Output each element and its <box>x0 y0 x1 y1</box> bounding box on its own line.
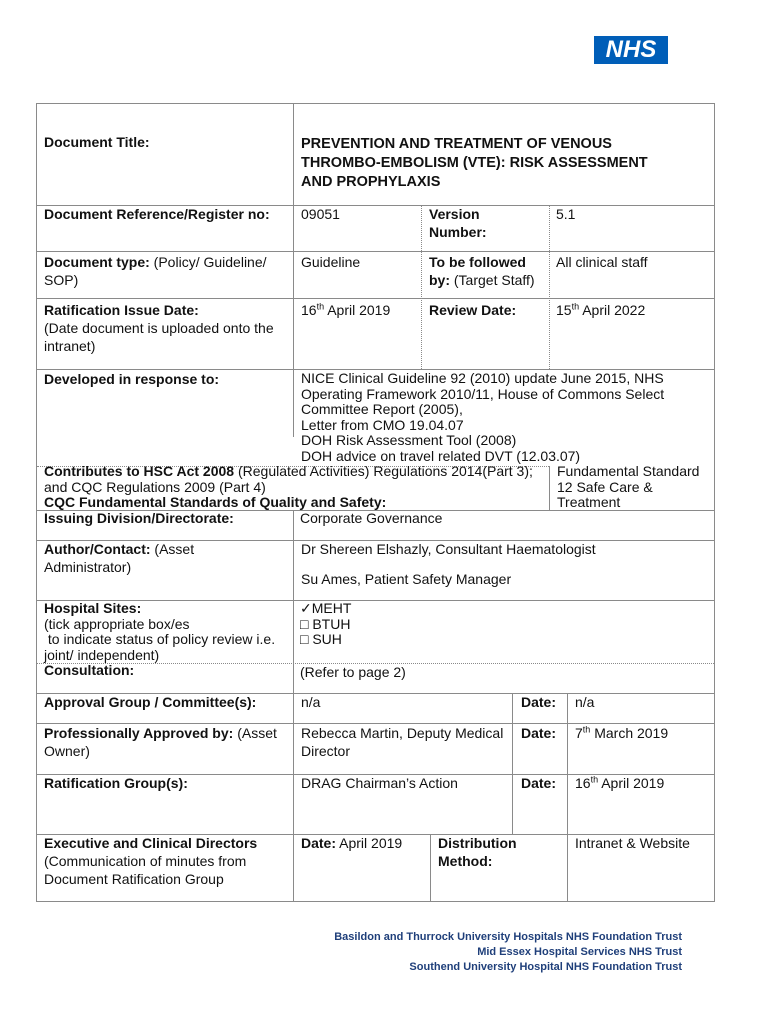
trust-name-southend: Southend University Hospital NHS Foundation Trust <box>409 961 682 973</box>
version-label <box>429 205 487 241</box>
review-date-sup: th <box>571 301 580 312</box>
document-title-line: PREVENTION AND TREATMENT OF VENOUS <box>301 136 612 152</box>
document-type-label-line2: SOP) <box>44 272 79 288</box>
author-label-rest: (Asset <box>150 541 195 557</box>
distribution-method-label-line: Method: <box>438 853 493 869</box>
ratification-group-day: 16 <box>575 775 591 791</box>
ratification-group-label: Ratification Group(s): <box>44 775 188 791</box>
ratification-group-sup: th <box>590 774 599 785</box>
document-title <box>301 135 648 192</box>
target-staff-value: All clinical staff <box>556 254 648 270</box>
fundamental-standard <box>557 464 699 511</box>
trust-name-mid-essex: Mid Essex Hospital Services NHS Trust <box>477 946 682 958</box>
review-date-value <box>556 301 645 319</box>
ratification-issue-sup: th <box>316 301 325 312</box>
distribution-method-label <box>438 834 517 870</box>
document-title-label: Document Title: <box>44 134 150 150</box>
executive-directors-note: Document Ratification Group <box>44 871 224 887</box>
document-type-value: Guideline <box>301 254 361 270</box>
document-type-label-bold: Document type: <box>44 254 150 270</box>
target-staff-label-rest: (Target Staff) <box>450 272 535 288</box>
ratification-issue-date <box>301 301 390 319</box>
author-label-line2: Administrator) <box>44 559 132 575</box>
developed-item: Committee Report (2005), <box>301 401 463 417</box>
version-label-line: Version <box>429 206 480 222</box>
target-staff-label <box>429 253 535 289</box>
author-label-bold: Author/Contact: <box>44 541 151 557</box>
developed-item: DOH Risk Assessment Tool (2008) <box>301 432 517 448</box>
developed-label: Developed in response to: <box>44 371 220 387</box>
fundamental-standard-line: 12 Safe Care & <box>557 478 653 495</box>
executive-directors-label-bold: Executive and Clinical Directors <box>44 835 258 851</box>
division-value: Corporate Governance <box>300 510 443 526</box>
review-date-label: Review Date: <box>429 302 517 318</box>
ratification-issue-label-bold: Ratification Issue Date: <box>44 302 199 318</box>
target-staff-label-line: To be followed <box>429 254 526 270</box>
professionally-approved-date <box>575 724 668 742</box>
hospital-site-meht: ✓MEHT <box>300 600 352 616</box>
professionally-approved-day: 7 <box>575 725 583 741</box>
document-title-line: AND PROPHYLAXIS <box>301 174 441 190</box>
developed-list <box>301 371 664 464</box>
executive-date-label: Date: <box>301 835 337 851</box>
professionally-approved-value-line: Rebecca Martin, Deputy Medical <box>301 725 504 741</box>
ratification-issue-note: intranet) <box>44 338 96 354</box>
fundamental-standard-line: Treatment <box>557 494 621 510</box>
developed-item: Letter from CMO 19.04.07 <box>301 416 464 433</box>
hsc-act-bold: Contributes to HSC Act 2008 <box>44 463 235 479</box>
version-label-line: Number: <box>429 224 487 240</box>
reference-value: 09051 <box>301 206 340 222</box>
executive-directors-note: (Communication of minutes from <box>44 853 247 869</box>
professionally-approved-rest: March 2019 <box>590 725 669 741</box>
approval-group-label: Approval Group / Committee(s): <box>44 694 257 710</box>
professionally-approved-sup: th <box>582 724 591 735</box>
hospital-sites-note: (tick appropriate box/es <box>44 615 190 632</box>
consultation-value: (Refer to page 2) <box>300 664 406 680</box>
hospital-sites-note: joint/ independent) <box>44 646 160 663</box>
hospital-sites-label-bold: Hospital Sites: <box>44 600 142 616</box>
approval-date-value: n/a <box>575 694 595 710</box>
professionally-approved-label-line2: Owner) <box>44 743 90 759</box>
executive-date <box>301 834 402 852</box>
approval-date-label: Date: <box>521 694 557 710</box>
review-date-day: 15 <box>556 302 572 318</box>
target-staff-label-by: by: <box>429 272 450 288</box>
executive-date-value: April 2019 <box>336 835 403 851</box>
hospital-site-btuh: □ BTUH <box>300 615 351 632</box>
professionally-approved-date-label: Date: <box>521 725 557 741</box>
ratification-group-rest: April 2019 <box>598 775 665 791</box>
nhs-logo: NHS <box>594 36 668 64</box>
ratification-group-date-label: Date: <box>521 775 557 791</box>
consultation-label: Consultation: <box>44 662 135 678</box>
hsc-act-rest: (Regulated Activities) Regulations 2014(Part 3); <box>234 463 533 479</box>
document-title-line: THROMBO-EMBOLISM (VTE): RISK ASSESSMENT <box>301 155 648 171</box>
distribution-method-value: Intranet & Website <box>575 835 690 851</box>
approval-group-value: n/a <box>301 694 321 710</box>
distribution-method-label-line: Distribution <box>438 835 517 851</box>
hospital-sites-note: to indicate status of policy review i.e. <box>44 631 276 647</box>
review-date-rest: April 2022 <box>579 302 646 318</box>
trust-name-basildon: Basildon and Thurrock University Hospitals NHS Foundation Trust <box>334 931 682 943</box>
executive-directors-label <box>44 834 257 888</box>
hsc-act-line2: and CQC Regulations 2009 (Part 4) <box>44 478 266 495</box>
fundamental-standard-line: Fundamental Standard <box>557 463 700 479</box>
ratification-group-value: DRAG Chairman’s Action <box>301 775 458 791</box>
ratification-issue-label <box>44 301 274 355</box>
hospital-sites-list <box>300 601 351 648</box>
hospital-sites-label <box>44 601 275 679</box>
ratification-issue-rest: April 2019 <box>324 302 391 318</box>
ratification-issue-note: (Date document is uploaded onto the <box>44 320 274 336</box>
author-value-1: Dr Shereen Elshazly, Consultant Haematologist <box>301 541 596 557</box>
author-label <box>44 540 194 576</box>
developed-item: Operating Framework 2010/11, House of Commons Select <box>301 385 665 402</box>
developed-item: NICE Clinical Guideline 92 (2010) update June 2015, NHS <box>301 370 664 386</box>
ratification-group-date <box>575 774 664 792</box>
hsc-act-text <box>44 464 533 511</box>
developed-item: DOH advice on travel related DVT (12.03.07) <box>301 447 581 464</box>
professionally-approved-label-rest: (Asset <box>233 725 277 741</box>
professionally-approved-value <box>301 724 503 760</box>
professionally-approved-label-bold: Professionally Approved by: <box>44 725 234 741</box>
document-type-label-rest: (Policy/ Guideline/ <box>149 254 267 270</box>
version-value: 5.1 <box>556 206 576 222</box>
division-label: Issuing Division/Directorate: <box>44 510 234 526</box>
reference-label: Document Reference/Register no: <box>44 206 270 222</box>
ratification-issue-day: 16 <box>301 302 317 318</box>
cqc-label: CQC Fundamental Standards of Quality and Safety: <box>44 494 387 510</box>
document-type-label <box>44 253 267 289</box>
author-value-2: Su Ames, Patient Safety Manager <box>301 571 512 587</box>
hospital-site-suh: □ SUH <box>300 631 342 647</box>
professionally-approved-value-line: Director <box>301 743 351 759</box>
professionally-approved-label <box>44 724 277 760</box>
